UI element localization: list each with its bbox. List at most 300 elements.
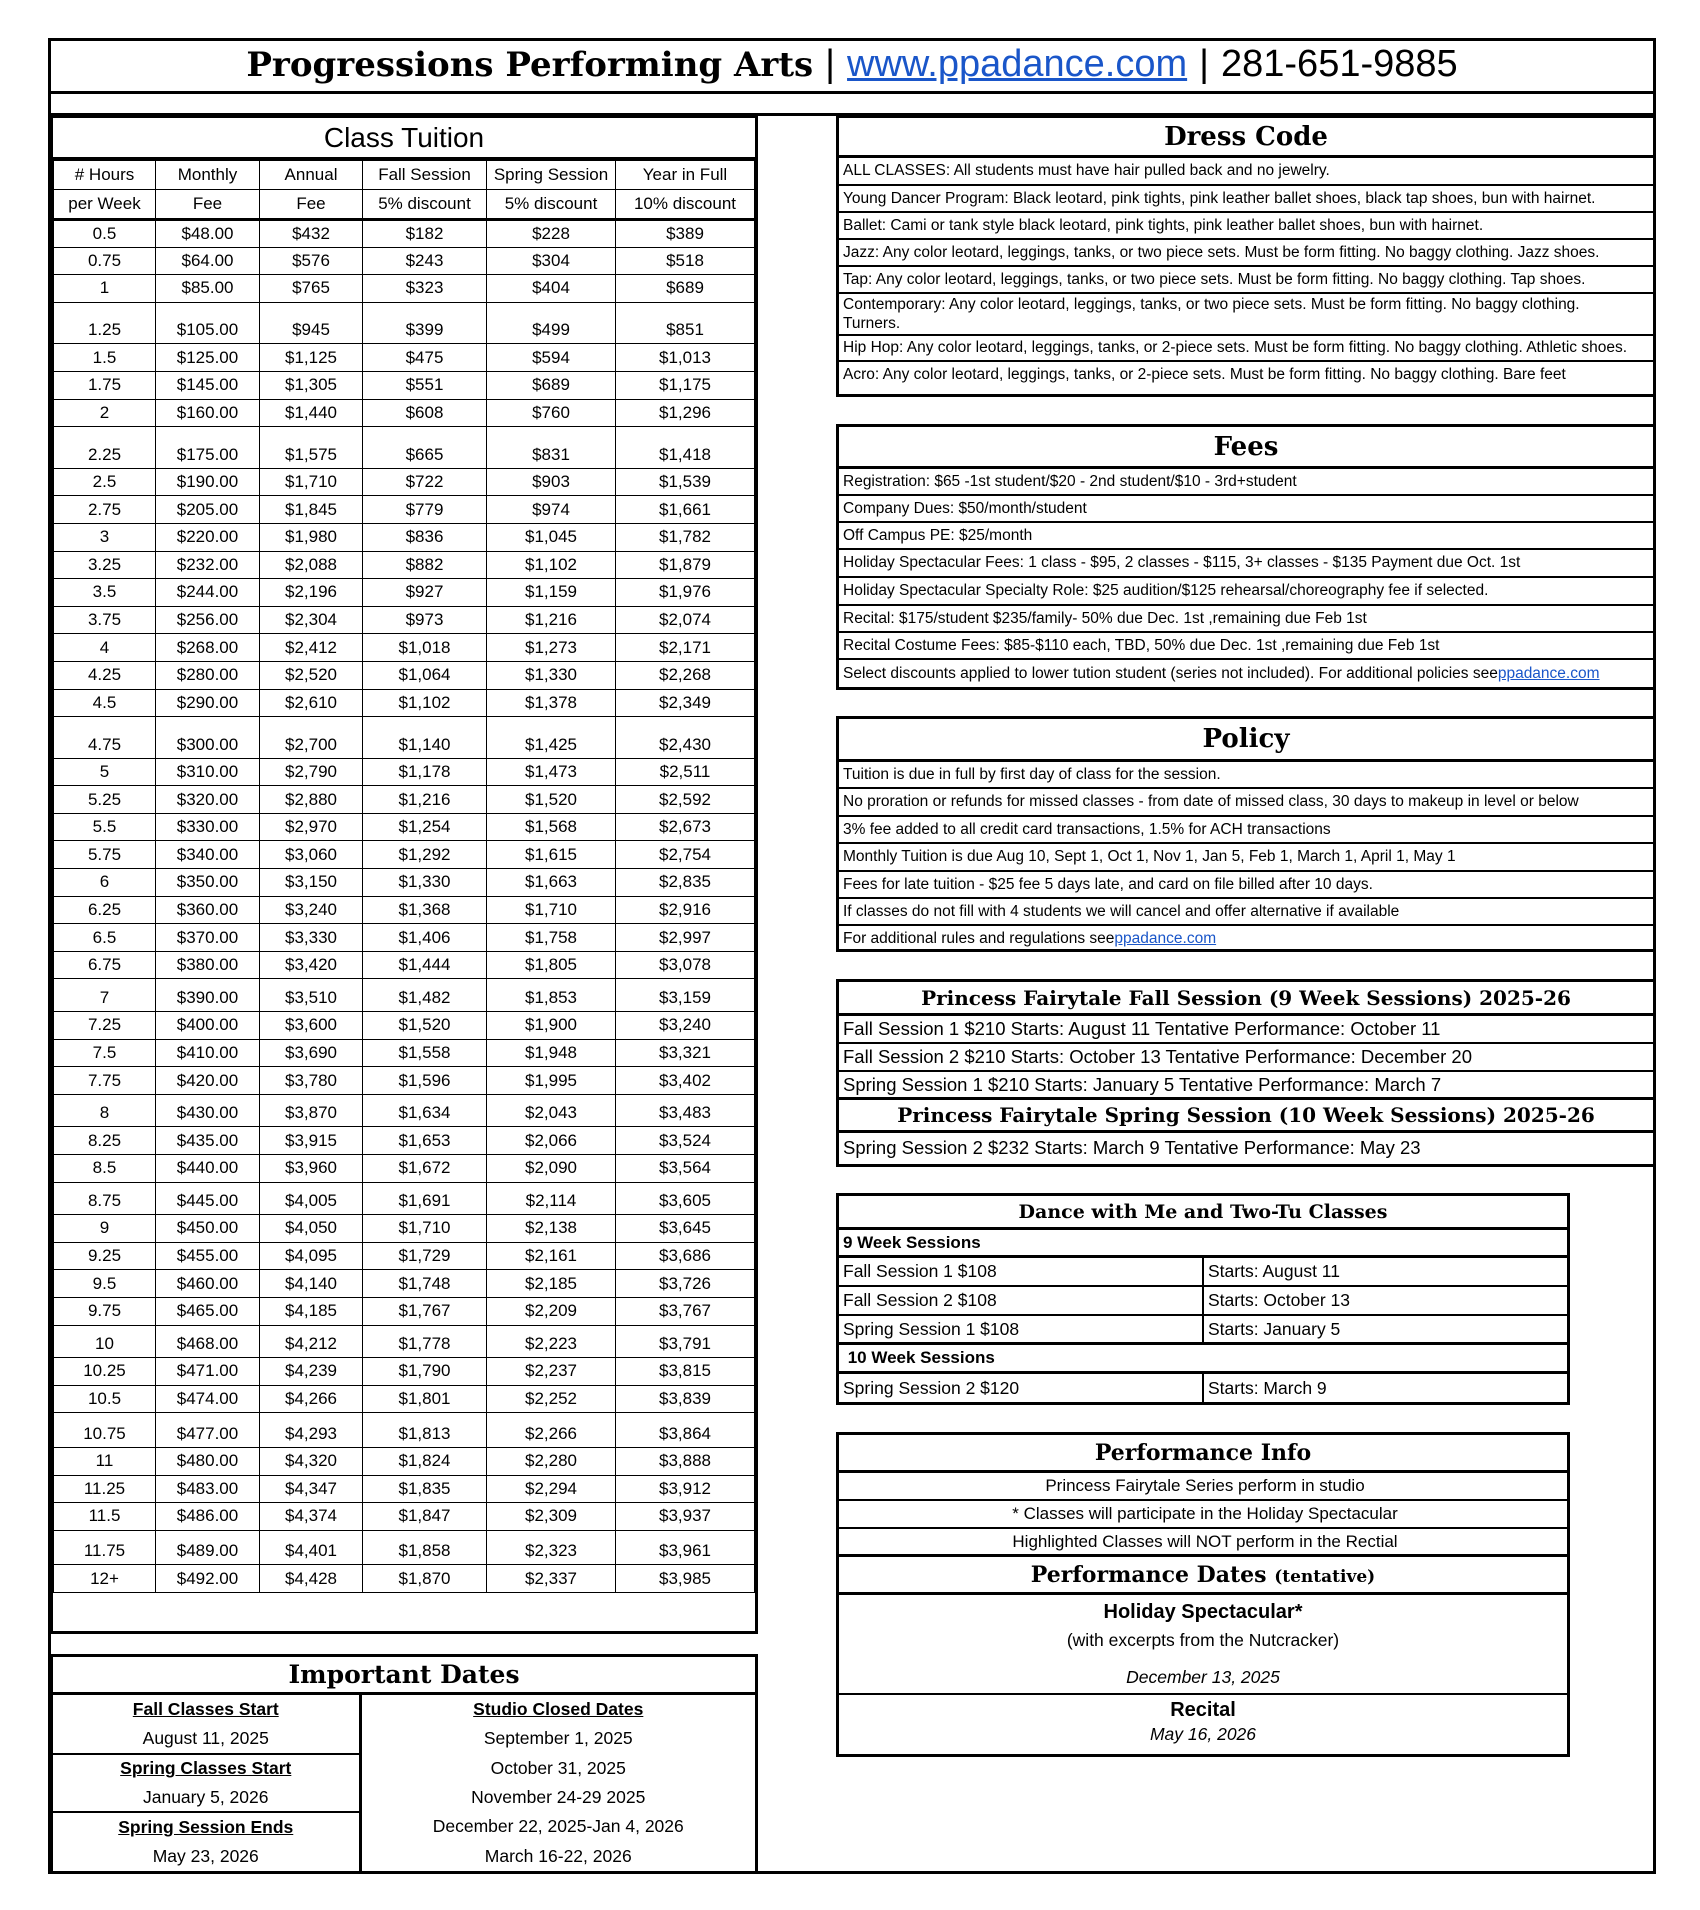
tuition-cell: $576 <box>260 247 363 275</box>
tuition-cell: $48.00 <box>156 220 260 248</box>
tuition-cell: $320.00 <box>156 786 260 814</box>
session-name: Fall Session 1 $108 <box>839 1258 1204 1285</box>
tuition-cell: $1,710 <box>363 1215 487 1243</box>
tuition-cell: $1,175 <box>616 371 755 399</box>
tuition-cell: $1,778 <box>363 1325 487 1358</box>
recital-date: May 16, 2026 <box>1149 1724 1257 1744</box>
tuition-row <box>54 924 755 952</box>
session-row <box>839 1287 1567 1316</box>
fairytale-fall-item: Spring Session 1 $210 Starts: January 5 Tentative Performance: March 7 <box>839 1072 1653 1100</box>
tuition-cell: $380.00 <box>156 951 260 979</box>
tuition-cell: $1,858 <box>363 1530 487 1565</box>
tuition-cell: $3,888 <box>616 1447 755 1475</box>
tuition-cell: $474.00 <box>156 1385 260 1413</box>
tuition-cell: $489.00 <box>156 1530 260 1565</box>
tuition-cell: $1,305 <box>260 371 363 399</box>
closed-label: Studio Closed Dates <box>473 1699 644 1720</box>
tuition-cell: 1 <box>54 275 156 303</box>
tuition-cell: $4,185 <box>260 1297 363 1325</box>
dress-code-text: Contemporary: Any color leotard, leggings, tanks, or two piece sets. Must be form fitting. No baggy clothing. <box>843 296 1580 313</box>
policy-title: Policy <box>839 719 1653 762</box>
tuition-cell: $2,430 <box>616 717 755 759</box>
tuition-cell: 3.75 <box>54 606 156 634</box>
dress-code-item: Ballet: Cami or tank style black leotard, pink tights, pink leather ballet shoes, bun with hairnet. <box>839 213 1653 240</box>
session-name: Fall Session 2 $108 <box>839 1287 1204 1314</box>
tuition-cell: $4,050 <box>260 1215 363 1243</box>
tuition-row <box>54 1215 755 1243</box>
tuition-cell: $1,853 <box>487 979 616 1012</box>
tuition-cell: $1,378 <box>487 689 616 717</box>
tuition-cell: 10 <box>54 1325 156 1358</box>
tuition-cell: $1,575 <box>260 427 363 469</box>
tuition-row <box>54 1297 755 1325</box>
phone-number: 281-651-9885 <box>1221 43 1458 85</box>
tuition-header-cell: Annual <box>260 161 363 190</box>
tuition-cell: $1,615 <box>487 841 616 869</box>
tuition-row <box>54 1270 755 1298</box>
tuition-header-cell: Fee <box>156 190 260 220</box>
tuition-cell: $486.00 <box>156 1503 260 1531</box>
tuition-cell: $499 <box>487 302 616 344</box>
ppadance-link[interactable]: ppadance.com <box>1114 930 1217 947</box>
tuition-cell: $1,980 <box>260 523 363 551</box>
tuition-row <box>54 302 755 344</box>
tuition-row <box>54 1182 755 1215</box>
tuition-row <box>54 813 755 841</box>
tuition-header-cell: # Hours <box>54 161 156 190</box>
tuition-cell: $2,412 <box>260 634 363 662</box>
tuition-cell: $1,813 <box>363 1413 487 1448</box>
tuition-header-cell: per Week <box>54 190 156 220</box>
performance-box <box>836 1432 1570 1757</box>
session-start: Starts: January 5 <box>1208 1318 1341 1339</box>
tuition-cell: 3 <box>54 523 156 551</box>
tuition-row <box>54 1413 755 1448</box>
tuition-row <box>54 1385 755 1413</box>
tuition-cell: 11.25 <box>54 1475 156 1503</box>
tuition-cell: $927 <box>363 579 487 607</box>
fee-item: Recital Costume Fees: $85-$110 each, TBD, 50% due Dec. 1st ,remaining due Feb 1st <box>839 633 1653 660</box>
tuition-cell: $399 <box>363 302 487 344</box>
tuition-cell: 6.75 <box>54 951 156 979</box>
tuition-cell: $2,349 <box>616 689 755 717</box>
tuition-cell: $1,847 <box>363 1503 487 1531</box>
tuition-cell: $4,320 <box>260 1447 363 1475</box>
tuition-cell: $4,293 <box>260 1413 363 1448</box>
tuition-cell: $4,005 <box>260 1182 363 1215</box>
tuition-cell: 4.75 <box>54 717 156 759</box>
tuition-cell: $1,140 <box>363 717 487 759</box>
tuition-cell: $1,368 <box>363 896 487 924</box>
tuition-cell: $1,064 <box>363 661 487 689</box>
tuition-cell: 1.5 <box>54 344 156 372</box>
tuition-cell: $3,870 <box>260 1094 363 1127</box>
tuition-row <box>54 758 755 786</box>
tuition-cell: $1,539 <box>616 468 755 496</box>
tuition-cell: 10.25 <box>54 1358 156 1386</box>
tuition-row <box>54 717 755 759</box>
tuition-row <box>54 275 755 303</box>
tuition-cell: $290.00 <box>156 689 260 717</box>
performance-dates-title <box>839 1557 1567 1595</box>
two-tu-title: Dance with Me and Two-Tu Classes <box>839 1196 1567 1230</box>
tuition-row <box>54 220 755 248</box>
tuition-cell: 3.5 <box>54 579 156 607</box>
tuition-cell: $1,748 <box>363 1270 487 1298</box>
tuition-row <box>54 496 755 524</box>
dress-code-item: ALL CLASSES: All students must have hair pulled back and no jewelry. <box>839 158 1653 186</box>
tuition-cell: $304 <box>487 247 616 275</box>
tuition-cell: $256.00 <box>156 606 260 634</box>
tuition-cell: $2,090 <box>487 1155 616 1183</box>
closed-date: September 1, 2025 <box>483 1728 633 1749</box>
tuition-cell: $3,915 <box>260 1127 363 1155</box>
policy-item: 3% fee added to all credit card transactions, 1.5% for ACH transactions <box>839 817 1653 844</box>
fairytale-fall-title: Princess Fairytale Fall Session (9 Week Sessions) 2025-26 <box>839 982 1653 1016</box>
performance-info-item: Princess Fairytale Series perform in studio <box>839 1473 1567 1501</box>
tuition-row <box>54 869 755 897</box>
tuition-row <box>54 1127 755 1155</box>
tuition-cell: 1.25 <box>54 302 156 344</box>
tuition-cell: 4.25 <box>54 661 156 689</box>
holiday-spectacular-block <box>839 1595 1567 1695</box>
tuition-header-cell: 5% discount <box>363 190 487 220</box>
tuition-row <box>54 427 755 469</box>
tuition-cell: $105.00 <box>156 302 260 344</box>
tuition-cell: $145.00 <box>156 371 260 399</box>
tuition-cell: $2,592 <box>616 786 755 814</box>
tuition-cell: $2,171 <box>616 634 755 662</box>
closed-date: December 22, 2025-Jan 4, 2026 <box>432 1816 684 1837</box>
tuition-row <box>54 634 755 662</box>
tuition-cell: $851 <box>616 302 755 344</box>
dress-code-item: Jazz: Any color leotard, leggings, tanks, or two piece sets. Must be form fitting. No baggy clothing. Jazz shoes. <box>839 240 1653 267</box>
tuition-row <box>54 1039 755 1067</box>
closed-date: March 16-22, 2026 <box>484 1845 632 1866</box>
tuition-cell: $594 <box>487 344 616 372</box>
tuition-cell: $1,013 <box>616 344 755 372</box>
tuition-cell: $2,700 <box>260 717 363 759</box>
tuition-cell: $1,568 <box>487 813 616 841</box>
tuition-title: Class Tuition <box>53 118 755 160</box>
tuition-cell: 10.5 <box>54 1385 156 1413</box>
performance-info-item: * Classes will participate in the Holiday Spectacular <box>839 1501 1567 1529</box>
tuition-cell: $2,138 <box>487 1215 616 1243</box>
tuition-cell: $1,879 <box>616 551 755 579</box>
tuition-cell: $2,754 <box>616 841 755 869</box>
policy-item: No proration or refunds for missed classes - from date of missed class, 30 days to makeup in level or below <box>839 789 1653 817</box>
tuition-cell: $2,520 <box>260 661 363 689</box>
tuition-row <box>54 523 755 551</box>
fee-item: Registration: $65 -1st student/$20 - 2nd student/$10 - 3rd+student <box>839 469 1653 496</box>
tuition-cell: $1,178 <box>363 758 487 786</box>
tuition-cell: $300.00 <box>156 717 260 759</box>
tuition-cell: $3,937 <box>616 1503 755 1531</box>
tuition-row <box>54 606 755 634</box>
tuition-cell: $460.00 <box>156 1270 260 1298</box>
tuition-cell: $3,839 <box>616 1385 755 1413</box>
tuition-row <box>54 468 755 496</box>
tuition-cell: $1,216 <box>363 786 487 814</box>
tuition-cell: 9.5 <box>54 1270 156 1298</box>
tuition-cell: $3,240 <box>616 1012 755 1040</box>
closed-date: October 31, 2025 <box>490 1757 626 1778</box>
tuition-cell: $1,653 <box>363 1127 487 1155</box>
tuition-cell: $2,610 <box>260 689 363 717</box>
tuition-cell: 8.25 <box>54 1127 156 1155</box>
tuition-cell: $1,159 <box>487 579 616 607</box>
tuition-cell: $2,337 <box>487 1565 616 1593</box>
dress-code-text: Turners. <box>843 315 901 332</box>
tuition-row <box>54 344 755 372</box>
dress-code-item: Young Dancer Program: Black leotard, pink tights, pink leather ballet shoes, black tap shoes, bun with hairnet. <box>839 186 1653 213</box>
tuition-cell: $1,767 <box>363 1297 487 1325</box>
ppadance-link[interactable]: ppadance.com <box>1497 664 1600 682</box>
tuition-cell: $1,425 <box>487 717 616 759</box>
tuition-row <box>54 1325 755 1358</box>
tuition-row <box>54 689 755 717</box>
tuition-cell: 2.25 <box>54 427 156 469</box>
tuition-cell: $1,596 <box>363 1067 487 1095</box>
tuition-cell: $722 <box>363 468 487 496</box>
tuition-row <box>54 399 755 427</box>
tuition-cell: $440.00 <box>156 1155 260 1183</box>
tuition-cell: $350.00 <box>156 869 260 897</box>
tuition-row <box>54 896 755 924</box>
fee-item: Company Dues: $50/month/student <box>839 496 1653 523</box>
recital-block <box>839 1695 1567 1745</box>
tuition-row <box>54 979 755 1012</box>
tuition-cell: $471.00 <box>156 1358 260 1386</box>
fairytale-box <box>836 979 1656 1167</box>
tuition-header-cell: Year in Full <box>616 161 755 190</box>
tuition-row <box>54 1565 755 1593</box>
tuition-cell: 2.75 <box>54 496 156 524</box>
two-tu-box <box>836 1193 1570 1405</box>
tuition-cell: $2,268 <box>616 661 755 689</box>
tuition-cell: $2,237 <box>487 1358 616 1386</box>
tuition-row <box>54 661 755 689</box>
tuition-cell: 2 <box>54 399 156 427</box>
tuition-cell: $3,726 <box>616 1270 755 1298</box>
tuition-cell: 6 <box>54 869 156 897</box>
dress-code-item: Hip Hop: Any color leotard, leggings, tanks, or 2-piece sets. Must be form fitting. No baggy clothing. Athletic shoes. <box>839 336 1653 362</box>
tuition-cell: $1,790 <box>363 1358 487 1386</box>
dress-code-title: Dress Code <box>839 118 1653 158</box>
tuition-cell: $430.00 <box>156 1094 260 1127</box>
tuition-cell: $1,444 <box>363 951 487 979</box>
tuition-cell: $1,406 <box>363 924 487 952</box>
closed-date: November 24-29 2025 <box>471 1787 646 1808</box>
tuition-cell: $468.00 <box>156 1325 260 1358</box>
tuition-cell: $4,140 <box>260 1270 363 1298</box>
tuition-cell: 7.75 <box>54 1067 156 1095</box>
tuition-header-row <box>54 161 755 190</box>
tuition-cell: $1,801 <box>363 1385 487 1413</box>
tuition-cell: $1,440 <box>260 399 363 427</box>
tuition-cell: $3,321 <box>616 1039 755 1067</box>
tuition-cell: $2,161 <box>487 1242 616 1270</box>
tuition-cell: $1,102 <box>363 689 487 717</box>
tuition-cell: 6.5 <box>54 924 156 952</box>
studio-name: Progressions Performing Arts <box>246 44 814 85</box>
tuition-row <box>54 841 755 869</box>
header-strip <box>48 94 1656 116</box>
tuition-cell: $882 <box>363 551 487 579</box>
session-start: Starts: August 11 <box>1208 1261 1340 1281</box>
tuition-cell: $3,330 <box>260 924 363 952</box>
dress-code-box <box>836 115 1656 397</box>
tuition-cell: 5.5 <box>54 813 156 841</box>
tuition-cell: $435.00 <box>156 1127 260 1155</box>
tuition-cell: $779 <box>363 496 487 524</box>
tuition-cell: $1,296 <box>616 399 755 427</box>
nine-week-rows <box>839 1258 1567 1345</box>
tuition-cell: $3,767 <box>616 1297 755 1325</box>
tuition-cell: $3,912 <box>616 1475 755 1503</box>
tuition-cell: $1,045 <box>487 523 616 551</box>
tuition-cell: $3,510 <box>260 979 363 1012</box>
tuition-cell: 11.5 <box>54 1503 156 1531</box>
tuition-cell: $2,223 <box>487 1325 616 1358</box>
holiday-date: December 13, 2025 <box>1126 1667 1280 1687</box>
fall-start-date: August 11, 2025 <box>53 1724 360 1753</box>
tuition-cell: 4.5 <box>54 689 156 717</box>
tuition-cell: $2,252 <box>487 1385 616 1413</box>
tuition-cell: $410.00 <box>156 1039 260 1067</box>
tuition-cell: $232.00 <box>156 551 260 579</box>
tuition-row <box>54 371 755 399</box>
tuition-cell: $360.00 <box>156 896 260 924</box>
tuition-row <box>54 1475 755 1503</box>
tuition-cell: $492.00 <box>156 1565 260 1593</box>
tuition-cell: $330.00 <box>156 813 260 841</box>
fee-item-discounts <box>839 660 1653 687</box>
tuition-cell: $3,564 <box>616 1155 755 1183</box>
tuition-cell: $3,791 <box>616 1325 755 1358</box>
tuition-cell: $689 <box>487 371 616 399</box>
tuition-cell: $1,520 <box>363 1012 487 1040</box>
tuition-row <box>54 1012 755 1040</box>
session-name: Spring Session 1 $108 <box>839 1316 1204 1342</box>
tuition-cell: $2,294 <box>487 1475 616 1503</box>
tuition-cell: $3,600 <box>260 1012 363 1040</box>
tuition-cell: $1,254 <box>363 813 487 841</box>
tuition-cell: $4,347 <box>260 1475 363 1503</box>
tuition-cell: $4,095 <box>260 1242 363 1270</box>
tuition-cell: $3,961 <box>616 1530 755 1565</box>
dress-code-item-contemporary <box>839 294 1653 336</box>
tuition-cell: $1,482 <box>363 979 487 1012</box>
tuition-cell: $2,997 <box>616 924 755 952</box>
tuition-cell: 8 <box>54 1094 156 1127</box>
tuition-cell: $2,309 <box>487 1503 616 1531</box>
tuition-cell: $974 <box>487 496 616 524</box>
holiday-subtitle: (with excerpts from the Nutcracker) <box>1066 1630 1340 1650</box>
policy-item-more <box>839 926 1653 952</box>
tuition-cell: $3,159 <box>616 979 755 1012</box>
fall-start-label: Fall Classes Start <box>132 1699 279 1720</box>
tuition-row <box>54 1358 755 1386</box>
tuition-cell: $465.00 <box>156 1297 260 1325</box>
tuition-cell: $3,150 <box>260 869 363 897</box>
fairytale-spring-item: Spring Session 2 $232 Starts: March 9 Tentative Performance: May 23 <box>843 1137 1421 1158</box>
session-start: Starts: October 13 <box>1208 1290 1351 1310</box>
tuition-cell: $445.00 <box>156 1182 260 1215</box>
tuition-cell: $836 <box>363 523 487 551</box>
tuition-cell: $477.00 <box>156 1413 260 1448</box>
tuition-cell: $1,900 <box>487 1012 616 1040</box>
tuition-cell: 11 <box>54 1447 156 1475</box>
tuition-cell: $4,428 <box>260 1565 363 1593</box>
fee-item: Recital: $175/student $235/family- 50% due Dec. 1st ,remaining due Feb 1st <box>839 606 1653 633</box>
tuition-cell: $2,185 <box>487 1270 616 1298</box>
tuition-cell: $1,661 <box>616 496 755 524</box>
tuition-cell: $2,970 <box>260 813 363 841</box>
tuition-cell: $1,995 <box>487 1067 616 1095</box>
tuition-cell: $2,835 <box>616 869 755 897</box>
tuition-header-cell: Spring Session <box>487 161 616 190</box>
policy-box <box>836 716 1656 952</box>
spring-start-date: January 5, 2026 <box>53 1783 360 1812</box>
tuition-cell: 5.75 <box>54 841 156 869</box>
performance-info-item: Highlighted Classes will NOT perform in the Rectial <box>839 1529 1567 1557</box>
tuition-cell: $3,690 <box>260 1039 363 1067</box>
tuition-cell: $760 <box>487 399 616 427</box>
tuition-header-row <box>54 190 755 220</box>
tuition-cell: $4,212 <box>260 1325 363 1358</box>
tuition-cell: 4 <box>54 634 156 662</box>
tuition-cell: 6.25 <box>54 896 156 924</box>
tuition-cell: $370.00 <box>156 924 260 952</box>
tuition-cell: $1,948 <box>487 1039 616 1067</box>
tuition-cell: $3,483 <box>616 1094 755 1127</box>
tuition-row <box>54 1242 755 1270</box>
fairytale-fall-item: Fall Session 2 $210 Starts: October 13 Tentative Performance: December 20 <box>839 1044 1653 1072</box>
ten-week-heading: 10 Week Sessions <box>839 1345 1567 1374</box>
tuition-cell: $480.00 <box>156 1447 260 1475</box>
tuition-cell: $4,266 <box>260 1385 363 1413</box>
tuition-cell: $475 <box>363 344 487 372</box>
important-dates-table <box>53 1695 755 1871</box>
tuition-cell: 7.25 <box>54 1012 156 1040</box>
tuition-cell: $244.00 <box>156 579 260 607</box>
tuition-header-cell: 5% discount <box>487 190 616 220</box>
tuition-cell: $3,864 <box>616 1413 755 1448</box>
tuition-cell: 9.25 <box>54 1242 156 1270</box>
tuition-cell: $190.00 <box>156 468 260 496</box>
tuition-cell: $1,870 <box>363 1565 487 1593</box>
tuition-header-cell: Fee <box>260 190 363 220</box>
tuition-cell: $243 <box>363 247 487 275</box>
tuition-row <box>54 1503 755 1531</box>
fees-box <box>836 424 1656 690</box>
fee-discount-text: Select discounts applied to lower tution student (series not included). For additional policies see <box>843 664 1498 682</box>
website-link[interactable]: www.ppadance.com <box>847 43 1188 85</box>
tuition-box <box>50 115 758 1634</box>
tuition-cell: $765 <box>260 275 363 303</box>
tuition-cell: 12+ <box>54 1565 156 1593</box>
tuition-cell: $2,209 <box>487 1297 616 1325</box>
tuition-cell: $1,273 <box>487 634 616 662</box>
tuition-cell: $2,880 <box>260 786 363 814</box>
tuition-cell: 5.25 <box>54 786 156 814</box>
fees-title: Fees <box>839 427 1653 469</box>
tuition-cell: $2,916 <box>616 896 755 924</box>
tuition-cell: $420.00 <box>156 1067 260 1095</box>
tuition-cell: $1,691 <box>363 1182 487 1215</box>
tuition-cell: $2,790 <box>260 758 363 786</box>
